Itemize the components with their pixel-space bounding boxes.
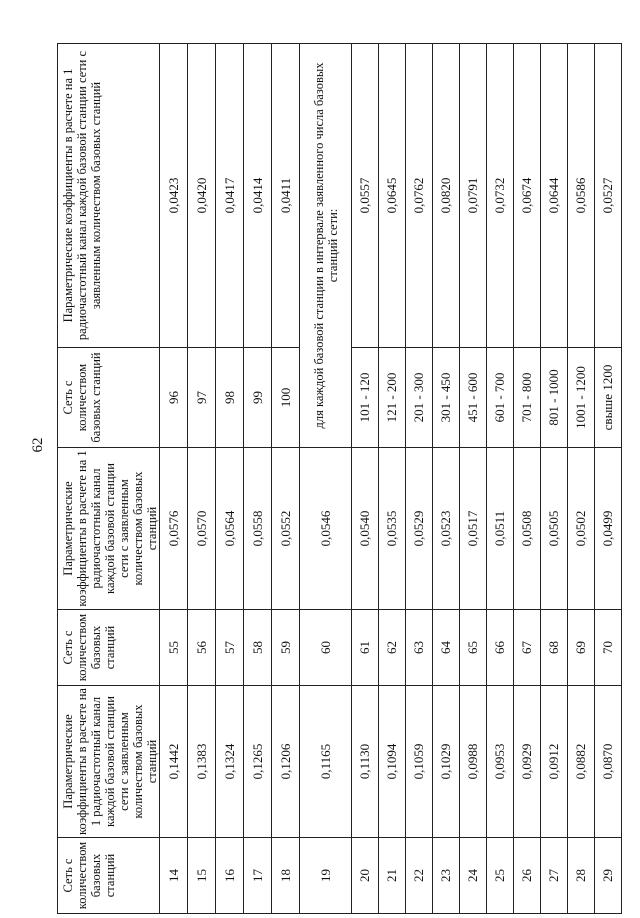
row-coef-g2: 0,0535 [379,448,406,610]
row-coef-g3: 0,0762 [406,44,433,348]
row-count-g2: 55 [160,610,188,686]
row-coef-g1: 0,0953 [487,686,514,838]
row-coef-g2: 0,0546 [300,448,352,610]
table-row [216,44,244,914]
row-coef-g2: 0,0552 [272,448,300,610]
table-row [568,44,595,914]
row-coef-g1: 0,1094 [379,686,406,838]
row-coef-g1: 0,1324 [216,686,244,838]
header-count-3: Сеть с количеством базовых станций [58,348,160,448]
table-row [514,44,541,914]
header-coef-2: Параметрические коэффициенты в расчете на 1 радиочастотный канал каждой базовой станции сети с заявленным количеством базовых станций [58,448,160,610]
row-coef-g2: 0,0505 [541,448,568,610]
row-coef-g2: 0,0570 [188,448,216,610]
row-count-g1: 25 [487,838,514,914]
table-row [160,44,188,914]
row-coef-g1: 0,1130 [352,686,379,838]
header-count-2: Сеть с количеством базовых станций [58,610,160,686]
row-coef-g1: 0,0988 [460,686,487,838]
row-coef-g3: 0,0674 [514,44,541,348]
row-count-g2: 64 [433,610,460,686]
row-count-g1: 21 [379,838,406,914]
row-coef-g2: 0,0511 [487,448,514,610]
row-count-g2: 62 [379,610,406,686]
table-row [188,44,216,914]
row-count-g1: 22 [406,838,433,914]
table-row [460,44,487,914]
row-count-g2: 57 [216,610,244,686]
table-row [595,44,622,914]
row-count-g3: 100 [272,348,300,448]
row-count-g3: 801 - 1000 [541,348,568,448]
row-count-g3: 98 [216,348,244,448]
row-count-g1: 20 [352,838,379,914]
row-coef-g3: 0,0527 [595,44,622,348]
row-coef-g1: 0,1265 [244,686,272,838]
row-coef-g3: 0,0423 [160,44,188,348]
row-coef-g1: 0,1206 [272,686,300,838]
row-coef-g1: 0,0912 [541,686,568,838]
row-count-g3: 96 [160,348,188,448]
interval-note: для каждой базовой станции в интервале заявленного числа базовых станций сети: [300,44,352,448]
row-count-g3: 101 - 120 [352,348,379,448]
row-coef-g2: 0,0558 [244,448,272,610]
row-count-g3: свыше 1200 [595,348,622,448]
table-row [300,44,352,914]
row-count-g3: 701 - 800 [514,348,541,448]
row-coef-g1: 0,1165 [300,686,352,838]
row-count-g2: 63 [406,610,433,686]
row-count-g3: 301 - 450 [433,348,460,448]
header-coef-3: Параметрические коэффициенты в расчете на 1 радиочастотный канал каждой базовой станции сети с заявленным количеством базовых станций [58,44,160,348]
table-body [58,44,622,914]
row-count-g3: 601 - 700 [487,348,514,448]
table-row [244,44,272,914]
row-count-g3: 97 [188,348,216,448]
row-count-g1: 24 [460,838,487,914]
row-coef-g1: 0,0929 [514,686,541,838]
row-count-g2: 68 [541,610,568,686]
row-coef-g1: 0,1029 [433,686,460,838]
row-coef-g2: 0,0523 [433,448,460,610]
row-count-g2: 67 [514,610,541,686]
row-count-g2: 58 [244,610,272,686]
row-count-g2: 65 [460,610,487,686]
row-count-g3: 121 - 200 [379,348,406,448]
row-count-g2: 66 [487,610,514,686]
row-count-g3: 1001 - 1200 [568,348,595,448]
row-count-g1: 27 [541,838,568,914]
row-coef-g2: 0,0529 [406,448,433,610]
row-count-g2: 69 [568,610,595,686]
row-count-g1: 16 [216,838,244,914]
row-count-g1: 28 [568,838,595,914]
row-count-g1: 14 [160,838,188,914]
row-coef-g2: 0,0564 [216,448,244,610]
row-count-g1: 26 [514,838,541,914]
row-coef-g2: 0,0576 [160,448,188,610]
row-coef-g3: 0,0820 [433,44,460,348]
row-coef-g3: 0,0644 [541,44,568,348]
row-count-g1: 17 [244,838,272,914]
row-count-g1: 15 [188,838,216,914]
row-coef-g2: 0,0517 [460,448,487,610]
table-row [272,44,300,914]
row-coef-g2: 0,0508 [514,448,541,610]
header-coef-1: Параметрические коэффициенты в расчете на 1 радиочастотный канал каждой базовой станции сети с заявленным количеством базовых станций [58,686,160,838]
row-count-g2: 56 [188,610,216,686]
row-coef-g1: 0,0882 [568,686,595,838]
table-row [352,44,379,914]
row-count-g3: 99 [244,348,272,448]
row-count-g2: 59 [272,610,300,686]
table-row [406,44,433,914]
row-coef-g1: 0,1059 [406,686,433,838]
row-coef-g1: 0,0870 [595,686,622,838]
row-coef-g3: 0,0420 [188,44,216,348]
page-number: 62 [30,437,46,453]
row-count-g3: 451 - 600 [460,348,487,448]
row-coef-g3: 0,0586 [568,44,595,348]
row-count-g1: 18 [272,838,300,914]
row-coef-g1: 0,1442 [160,686,188,838]
row-coef-g2: 0,0502 [568,448,595,610]
coefficients-table [57,43,622,914]
row-coef-g3: 0,0645 [379,44,406,348]
row-count-g1: 23 [433,838,460,914]
row-count-g2: 60 [300,610,352,686]
row-count-g3: 201 - 300 [406,348,433,448]
table-row [433,44,460,914]
row-coef-g3: 0,0411 [272,44,300,348]
row-coef-g3: 0,0732 [487,44,514,348]
row-count-g1: 29 [595,838,622,914]
row-coef-g3: 0,0414 [244,44,272,348]
table-row [487,44,514,914]
header-row [58,44,160,914]
row-count-g1: 19 [300,838,352,914]
table-row [541,44,568,914]
row-coef-g1: 0,1383 [188,686,216,838]
row-coef-g3: 0,0791 [460,44,487,348]
row-count-g2: 61 [352,610,379,686]
row-coef-g3: 0,0417 [216,44,244,348]
header-count-1: Сеть с количеством базовых станций [58,838,160,914]
rotated-table-container [57,44,615,914]
row-coef-g2: 0,0540 [352,448,379,610]
table-row [379,44,406,914]
row-coef-g2: 0,0499 [595,448,622,610]
row-count-g2: 70 [595,610,622,686]
row-coef-g3: 0,0557 [352,44,379,348]
